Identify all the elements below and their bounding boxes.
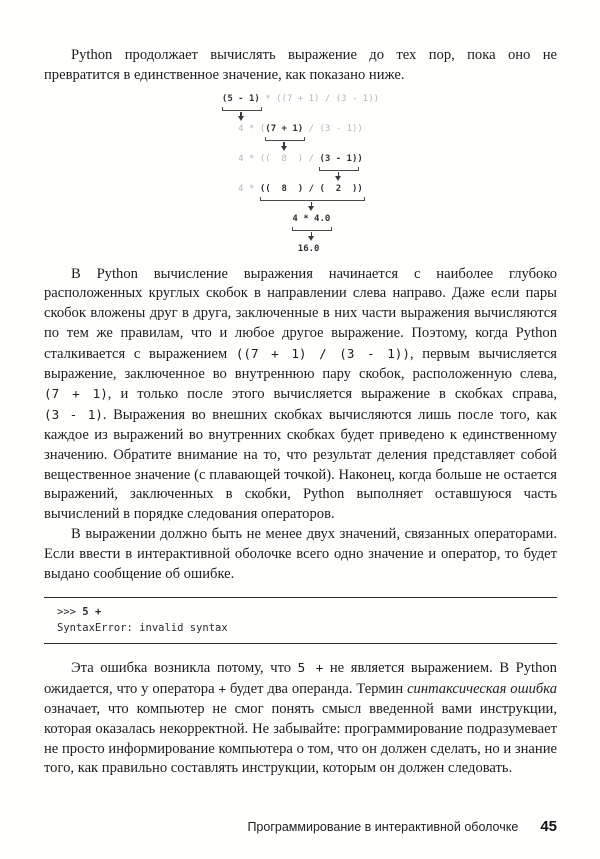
- down-arrow-icon: [308, 232, 315, 241]
- paragraph-evaluation: [44, 265, 557, 525]
- underbrace: [222, 107, 262, 111]
- paragraph-intro: [44, 46, 557, 86]
- shell-input: 5 +: [82, 606, 102, 619]
- running-title: Программирование в интерактивной оболочке: [247, 820, 519, 834]
- code-block: [44, 597, 557, 644]
- paragraph-evaluation-text-2: , первым вычисляется выражение, заключенное во внутреннюю пару скобок, расположенную слева,: [44, 345, 557, 382]
- diagram-line-2-highlight: (7 + 1): [265, 123, 304, 134]
- page-footer: [247, 818, 557, 835]
- paragraph-evaluation-text-4: . Выражения во внешних скобках вычисляются лишь после того, как каждое из выражений во внутренних скобках будет приведено к единственному значению. Обратите внимание на то, что результат деления представляет собой вещественное значение (с плавающей точкой). Наконец, когда больше не остается выражений, заключенных в скобки, Python выполняет оставшуюся часть вычислений в порядке следования операторов.: [44, 407, 557, 523]
- diagram-line-6: [222, 243, 379, 256]
- diagram-line-1: [222, 93, 379, 106]
- diagram-line-3-highlight: (3 - 1)): [319, 153, 363, 164]
- paragraph-error-text-1: Эта ошибка возникла потому, что: [71, 660, 298, 677]
- underbrace: [265, 137, 305, 141]
- paragraph-evaluation-text-1: В Python вычисление выражения начинается с наиболее глубоко расположенных круглых скобок в направлении слева направо. Даже если пары скобок вложены друг в друга, заключенные в них части выражения вычисляются по тем же правилам, что и любое другое выражение. Поэтому, когда Python сталкивается с выражением: [44, 265, 557, 362]
- diagram-line-4-pre: 4 *: [221, 183, 260, 194]
- underbrace: [260, 197, 365, 201]
- inline-code-expression: ((7 + 1) / (3 - 1)): [235, 345, 410, 361]
- diagram-line-5: [222, 213, 379, 226]
- inline-code-left-parens: (7 + 1): [44, 386, 108, 402]
- diagram-line-2-pre: 4 * (: [221, 123, 266, 134]
- paragraph-error-text-2: не является выражением. В Python ожидается, что у оператора: [44, 660, 557, 698]
- diagram-line-2: [222, 123, 379, 136]
- diagram-line-5-highlight: 4 * 4.0: [292, 213, 331, 224]
- diagram-line-1-rest: * ((7 + 1) / (3 - 1)): [259, 93, 380, 104]
- code-line-input: [57, 604, 557, 620]
- diagram-line-1-highlight: (5 - 1): [221, 93, 260, 104]
- diagram-line-5-pre: [222, 214, 292, 224]
- paragraph-expression-rule-text: В выражении должно быть не менее двух значений, связанных операторами. Если ввести в интерактивной оболочке всего одно значение и оператор, то будет выдано сообщение об ошибке.: [44, 525, 557, 582]
- term-syntax-error: синтаксическая ошибка: [407, 681, 557, 698]
- paragraph-expression-rule: [44, 525, 557, 584]
- down-arrow-icon: [281, 142, 288, 151]
- down-arrow-icon: [335, 172, 342, 181]
- code-line-output: SyntaxError: invalid syntax: [57, 622, 228, 635]
- underbrace: [292, 227, 332, 231]
- diagram-connector-1: [222, 106, 379, 123]
- inline-code-right-parens: (3 - 1): [44, 407, 103, 423]
- shell-prompt: >>>: [57, 606, 83, 619]
- diagram-line-3: [222, 153, 379, 166]
- diagram-line-4-highlight: (( 8 ) / ( 2 )): [259, 183, 363, 194]
- evaluation-diagram: [222, 93, 379, 256]
- page-number: 45: [540, 818, 557, 835]
- paragraph-error-text-4: означает, что компьютер не смог понять смысл введенной вами инструкции, которая оказалась некорректной. Не забывайте: программирование подразумевает не просто информирование компьютера о том, что он должен сделать, но и знание того, как правильно составлять инструкции, которым он должен следовать.: [44, 700, 557, 777]
- diagram-line-2-rest: / (3 - 1)): [303, 123, 363, 134]
- diagram-connector-2: [222, 136, 379, 153]
- diagram-line-4: [222, 183, 379, 196]
- inline-code-five-plus: 5 +: [297, 660, 324, 676]
- down-arrow-icon: [308, 202, 315, 211]
- diagram-line-6-pre: [222, 244, 298, 254]
- underbrace: [319, 167, 359, 171]
- paragraph-evaluation-text-3: , и только после этого вычисляется выражение в скобках справа,: [107, 386, 557, 403]
- paragraph-error-explain: [44, 658, 557, 779]
- inline-code-plus-operator: +: [218, 681, 227, 697]
- paragraph-error-text-3: будет два операнда. Термин: [226, 681, 408, 698]
- diagram-connector-4: [222, 196, 379, 213]
- paragraph-intro-text: Python продолжает вычислять выражение до тех пор, пока оно не превратится в единственное значение, как показано ниже.: [44, 47, 557, 83]
- diagram-line-3-pre: 4 * (( 8 ) /: [221, 153, 320, 164]
- diagram-connector-3: [222, 166, 379, 183]
- diagram-connector-5: [222, 226, 379, 243]
- down-arrow-icon: [237, 112, 244, 121]
- diagram-result: 16.0: [297, 243, 320, 254]
